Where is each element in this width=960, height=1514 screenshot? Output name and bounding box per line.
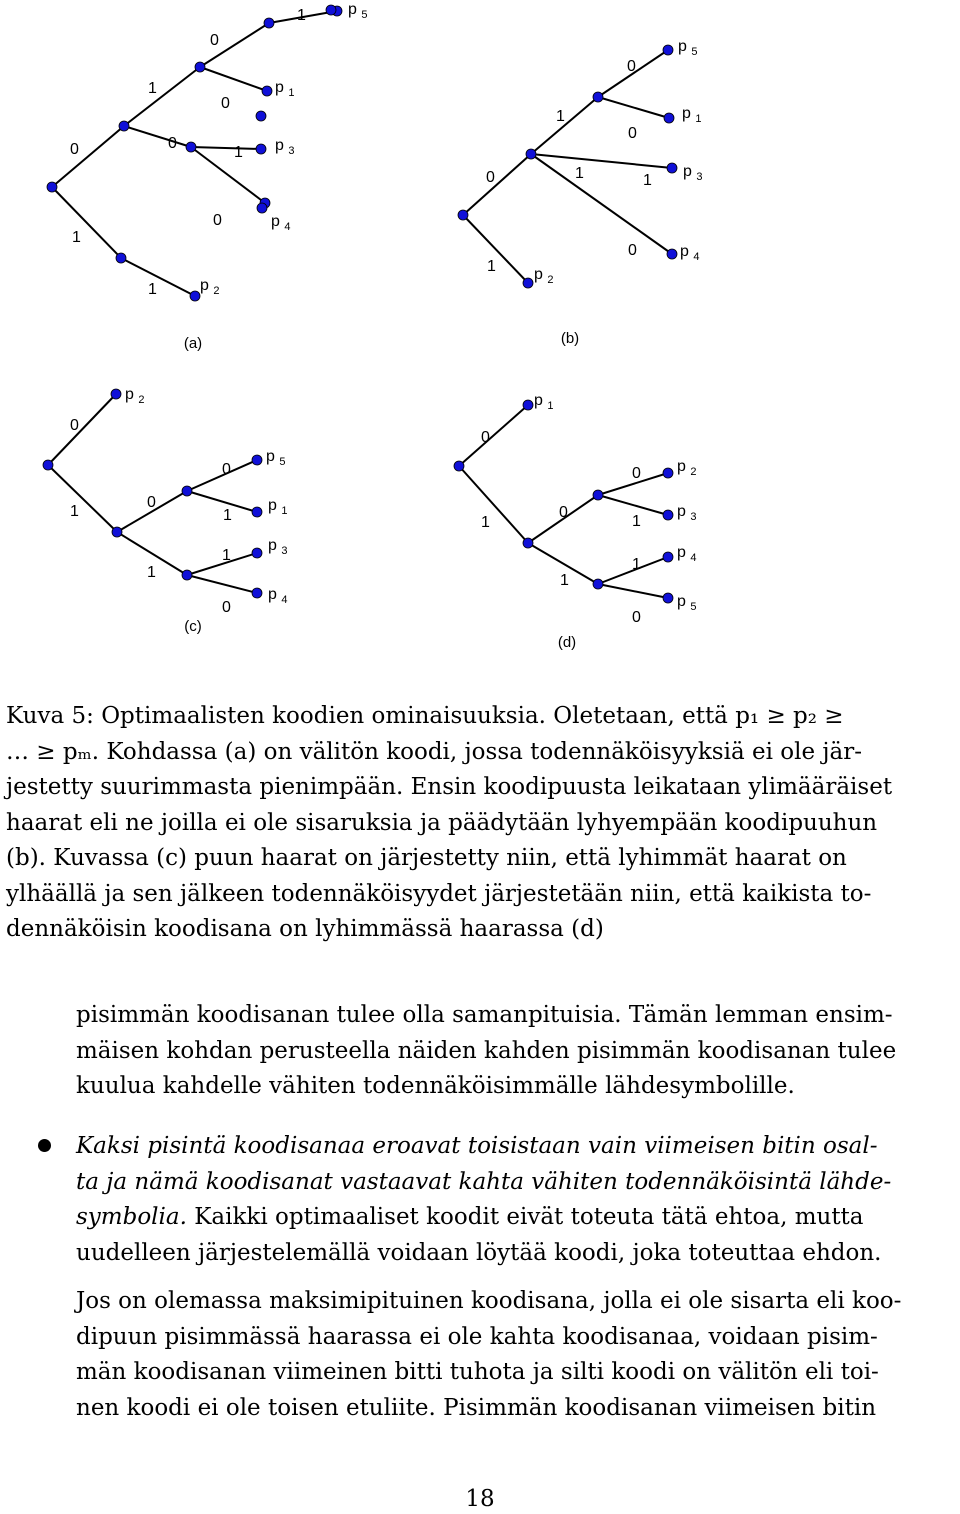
text-line-italic: symbolia. — [76, 1204, 187, 1230]
tree-node — [186, 142, 196, 152]
tree-edge — [124, 67, 200, 126]
tree-node — [593, 490, 603, 500]
tree-node — [47, 182, 57, 192]
leaf-subscript: 3 — [288, 145, 295, 157]
text-line: Jos on olemassa maksimipituinen koodisana, jolla ei ole sisarta eli koo- — [76, 1288, 902, 1314]
tree-node — [182, 570, 192, 580]
leaf-label: p $_2$ — [200, 277, 220, 297]
tree-node — [252, 548, 262, 558]
tree-edge — [121, 258, 195, 296]
tree-node — [190, 291, 200, 301]
tree-node — [111, 389, 121, 399]
tree-node — [663, 510, 673, 520]
tree-node — [256, 144, 266, 154]
leaf-label: p $_1$ — [268, 497, 288, 517]
tree-node — [663, 552, 673, 562]
edge-label: 0 — [168, 135, 177, 152]
leaf-label: p $_4$ — [268, 586, 288, 606]
tree-edge — [459, 466, 528, 543]
tree-edge — [463, 154, 531, 215]
leaf-subscript: 4 — [281, 594, 288, 606]
leaf-label: p $_4$ — [271, 213, 291, 233]
tree-b — [458, 38, 702, 347]
tree-node — [663, 45, 673, 55]
leaf-subscript: 4 — [690, 552, 697, 564]
edge-label: 1 — [632, 556, 641, 573]
leaf-label: p $_2$ — [534, 266, 554, 286]
text-line: dipuun pisimmässä haarassa ei ole kahta koodisanaa, voidaan pisim- — [76, 1323, 878, 1350]
text-line: nen koodi ei ole toisen etuliite. Pisimmän koodisanan viimeisen bitin — [76, 1394, 877, 1421]
leaf-label: p $_1$ — [682, 105, 702, 125]
edge-label: 1 — [481, 514, 490, 531]
edge-label: 0 — [632, 465, 641, 482]
edge-label: 1 — [148, 80, 157, 97]
tree-node — [523, 538, 533, 548]
leaf-label: p $_3$ — [683, 163, 703, 183]
tree-node — [523, 278, 533, 288]
caption-line: dennäköisin koodisana on lyhimmässä haarassa (d) — [6, 916, 604, 942]
tree-node — [664, 113, 674, 123]
leaf-label: p $_2$ — [125, 386, 145, 406]
edge-label: 0 — [632, 609, 641, 626]
leaf-subscript: 3 — [690, 511, 697, 523]
edge-label: 0 — [559, 504, 568, 521]
text-line: uudelleen järjestelemällä voidaan löytää koodi, joka toteuttaa ehdon. — [76, 1239, 882, 1266]
tree-node — [182, 486, 192, 496]
leaf-subscript: 5 — [690, 601, 697, 613]
edge-label: 0 — [627, 58, 636, 75]
tree-edge — [191, 147, 265, 203]
tree-node — [257, 203, 267, 213]
subfigure-caption: (d) — [557, 634, 577, 651]
tree-edge — [191, 147, 261, 149]
tree-edge — [187, 575, 257, 593]
edge-label: 1 — [223, 507, 232, 524]
tree-node — [663, 468, 673, 478]
tree-edge — [48, 394, 116, 465]
leaf-subscript: 1 — [288, 87, 295, 99]
leaf-label: p $_3$ — [275, 137, 295, 157]
leaf-label: p $_3$ — [268, 537, 288, 557]
edge-label: 0 — [70, 417, 79, 434]
tree-node — [119, 121, 129, 131]
edge-label: 0 — [222, 461, 231, 478]
leaf-subscript: 2 — [213, 285, 220, 297]
edge-label: 0 — [213, 212, 222, 229]
tree-node — [264, 18, 274, 28]
subfigure-caption: (b) — [560, 330, 580, 347]
leaf-label: p $_1$ — [534, 392, 554, 412]
tree-c — [43, 386, 287, 635]
leaf-subscript: 1 — [695, 113, 702, 125]
text-line: mäisen kohdan perusteella näiden kahden pisimmän koodisanan tulee — [76, 1037, 897, 1064]
edge-label: 0 — [628, 125, 637, 142]
leaf-label: p $_2$ — [677, 458, 697, 478]
leaf-label: p $_5$ — [677, 593, 697, 613]
edge-label: 1 — [297, 7, 306, 24]
edge-label: 0 — [481, 429, 490, 446]
subfigure-caption: (a) — [183, 335, 203, 352]
tree-a — [47, 1, 367, 352]
tree-node — [458, 210, 468, 220]
text-line-italic: Kaksi pisintä koodisanaa eroavat toisistaan vain viimeisen bitin osal- — [76, 1133, 878, 1159]
leaf-subscript: 4 — [693, 251, 700, 263]
leaf-subscript: 3 — [281, 545, 288, 557]
tree-node — [523, 400, 533, 410]
tree-edge — [459, 405, 528, 466]
edge-label: 1 — [70, 503, 79, 520]
leaf-subscript: 1 — [547, 400, 554, 412]
caption-line: … ≥ pₘ. Kohdassa (a) on välitön koodi, jossa todennäköisyyksiä ei ole jär- — [6, 738, 862, 765]
bullet-item — [76, 1129, 891, 1271]
subfigure-caption: (c) — [184, 618, 202, 635]
edge-label: 1 — [643, 172, 652, 189]
tree-node — [667, 249, 677, 259]
text-segment: Kaikki optimaaliset koodit eivät toteuta tätä ehtoa, mutta — [186, 1204, 864, 1230]
tree-node — [252, 588, 262, 598]
edge-label: 1 — [222, 547, 231, 564]
leaf-label: p $_4$ — [680, 243, 700, 263]
tree-edge — [200, 67, 267, 91]
caption-line: haarat eli ne joilla ei ole sisaruksia ja päädytään lyhyempään koodipuuhun — [6, 809, 878, 836]
tree-node — [252, 455, 262, 465]
edge-label: 1 — [72, 229, 81, 246]
edge-label: 1 — [560, 572, 569, 589]
edge-label: 0 — [486, 169, 495, 186]
tree-node — [262, 86, 272, 96]
code-trees-figure — [0, 0, 960, 680]
leaf-label: p $_1$ — [275, 79, 295, 99]
paragraph-lemma — [76, 998, 896, 1105]
text-line: kuulua kahdelle vähiten todennäköisimmälle lähdesymbolille. — [76, 1073, 795, 1099]
tree-edge — [187, 491, 257, 512]
tree-edge — [531, 97, 598, 154]
edge-label: 1 — [575, 165, 584, 182]
tree-edge — [598, 97, 669, 118]
edge-label: 1 — [632, 513, 641, 530]
bullet-icon — [38, 1139, 51, 1152]
caption-line: ylhäällä ja sen jälkeen todennäköisyydet järjestetään niin, että kaikista to- — [6, 880, 872, 907]
text-line: män koodisanan viimeinen bitti tuhota ja silti koodi on välitön eli toi- — [76, 1359, 879, 1385]
leaf-subscript: 5 — [691, 46, 698, 58]
edge-label: 0 — [147, 494, 156, 511]
tree-node — [326, 5, 336, 15]
tree-node — [663, 593, 673, 603]
leaf-label: p $_5$ — [678, 38, 698, 58]
leaf-subscript: 2 — [547, 274, 554, 286]
text-line-italic: ta ja nämä koodisanat vastaavat kahta vähiten todennäköisintä lähde- — [76, 1168, 892, 1195]
tree-node — [256, 111, 266, 121]
text-line: pisimmän koodisanan tulee olla samanpituisia. Tämän lemman ensim- — [76, 1002, 893, 1028]
edge-label: 0 — [70, 141, 79, 158]
leaf-label: p $_5$ — [266, 448, 286, 468]
leaf-label: p $_4$ — [677, 544, 697, 564]
edge-label: 1 — [148, 281, 157, 298]
figure-caption — [6, 699, 892, 948]
tree-node — [195, 62, 205, 72]
tree-node — [112, 527, 122, 537]
paragraph-maxlength — [76, 1284, 901, 1426]
leaf-subscript: 2 — [690, 466, 697, 478]
edge-label: 0 — [222, 599, 231, 616]
edge-label: 0 — [210, 32, 219, 49]
leaf-subscript: 2 — [138, 394, 145, 406]
leaf-subscript: 1 — [281, 505, 288, 517]
tree-node — [667, 163, 677, 173]
leaf-subscript: 3 — [696, 171, 703, 183]
tree-edge — [48, 465, 117, 532]
caption-line: Kuva 5: Optimaalisten koodien ominaisuuksia. Oletetaan, että p₁ ≥ p₂ ≥ — [6, 703, 844, 729]
tree-edge — [52, 187, 121, 258]
tree-node — [526, 149, 536, 159]
tree-edge — [598, 495, 668, 515]
tree-edge — [531, 154, 672, 168]
edge-label: 1 — [147, 564, 156, 581]
caption-line: jestetty suurimmasta pienimpään. Ensin koodipuusta leikataan ylimääräiset — [6, 774, 893, 800]
leaf-subscript: 5 — [361, 9, 368, 21]
edge-label: 1 — [234, 144, 243, 161]
tree-edge — [124, 126, 191, 147]
edge-label: 1 — [487, 258, 496, 275]
tree-node — [593, 92, 603, 102]
tree-node — [43, 460, 53, 470]
edge-label: 1 — [556, 108, 565, 125]
leaf-label: p $_3$ — [677, 503, 697, 523]
tree-node — [454, 461, 464, 471]
caption-line: (b). Kuvassa (c) puun haarat on järjestetty niin, että lyhimmät haarat on — [6, 845, 847, 871]
edge-label: 0 — [221, 95, 230, 112]
leaf-label: p $_5$ — [348, 1, 368, 21]
tree-edge — [531, 154, 672, 254]
edge-label: 0 — [628, 242, 637, 259]
tree-node — [593, 579, 603, 589]
leaf-subscript: 4 — [284, 221, 291, 233]
leaf-subscript: 5 — [279, 456, 286, 468]
tree-edge — [52, 126, 124, 187]
tree-d — [454, 392, 696, 651]
tree-node — [252, 507, 262, 517]
page-number: 18 — [465, 1486, 495, 1512]
tree-node — [116, 253, 126, 263]
tree-edge — [598, 584, 668, 598]
